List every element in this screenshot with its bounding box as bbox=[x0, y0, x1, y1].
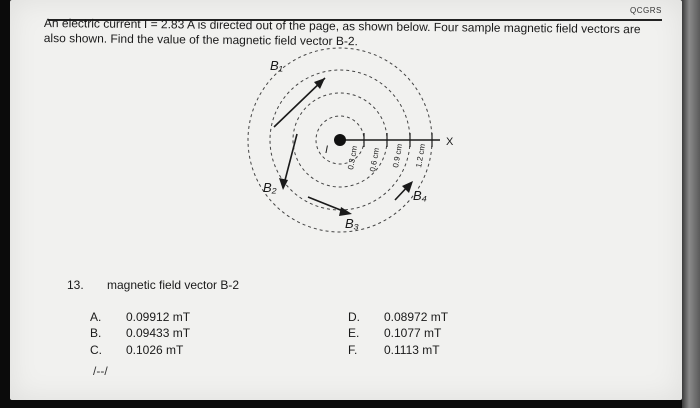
b1-label: B₁ bbox=[270, 58, 283, 73]
option-value: 0.1113 mT bbox=[384, 343, 440, 357]
option-value: 0.09433 mT bbox=[126, 326, 191, 340]
worksheet-page bbox=[10, 0, 682, 400]
field-diagram bbox=[10, 0, 682, 400]
radius-label-3: 0.9 cm bbox=[391, 143, 405, 169]
b3-arrow-head bbox=[339, 207, 352, 216]
option-f[interactable] bbox=[348, 343, 440, 357]
option-letter: A. bbox=[90, 310, 102, 324]
option-value: 0.09912 mT bbox=[126, 310, 191, 324]
question-title: magnetic field vector B-2 bbox=[107, 278, 240, 292]
problem-prompt: An electric current I = 2.83 A is directed out of the page, as shown below. Four sample magnetic field vectors are also shown. Find the value of the magnetic field vector B-2. bbox=[43, 16, 641, 49]
option-b[interactable] bbox=[90, 326, 190, 340]
radius-label-1: 0.3 cm bbox=[346, 145, 360, 171]
current-wire-dot bbox=[334, 134, 346, 146]
option-a[interactable] bbox=[90, 310, 190, 324]
b2-arrow-head bbox=[279, 178, 288, 190]
option-value: 0.1026 mT bbox=[126, 343, 184, 357]
option-letter: C. bbox=[90, 343, 102, 357]
option-e[interactable] bbox=[348, 326, 441, 340]
option-value: 0.1077 mT bbox=[384, 326, 442, 340]
current-label: I bbox=[325, 144, 329, 156]
option-letter: F. bbox=[348, 343, 358, 357]
option-letter: B. bbox=[90, 326, 102, 340]
b3-label: B₃ bbox=[345, 216, 359, 231]
question-number: 13. bbox=[67, 278, 84, 292]
radius-label-4: 1.2 cm bbox=[414, 143, 428, 169]
option-d[interactable] bbox=[348, 310, 448, 324]
option-value: 0.08972 mT bbox=[384, 310, 449, 324]
b2-label: B₂ bbox=[263, 180, 277, 195]
publisher-logo: QCGRS bbox=[630, 6, 662, 15]
axis-label: X bbox=[446, 136, 454, 148]
option-letter: D. bbox=[348, 310, 360, 324]
background-edge bbox=[682, 0, 700, 408]
answer-placeholder: /--/ bbox=[93, 364, 108, 378]
option-c[interactable] bbox=[90, 343, 183, 357]
option-letter: E. bbox=[348, 326, 360, 340]
b4-label: B₄ bbox=[413, 188, 427, 203]
radius-label-2: 0.6 cm bbox=[368, 147, 382, 173]
